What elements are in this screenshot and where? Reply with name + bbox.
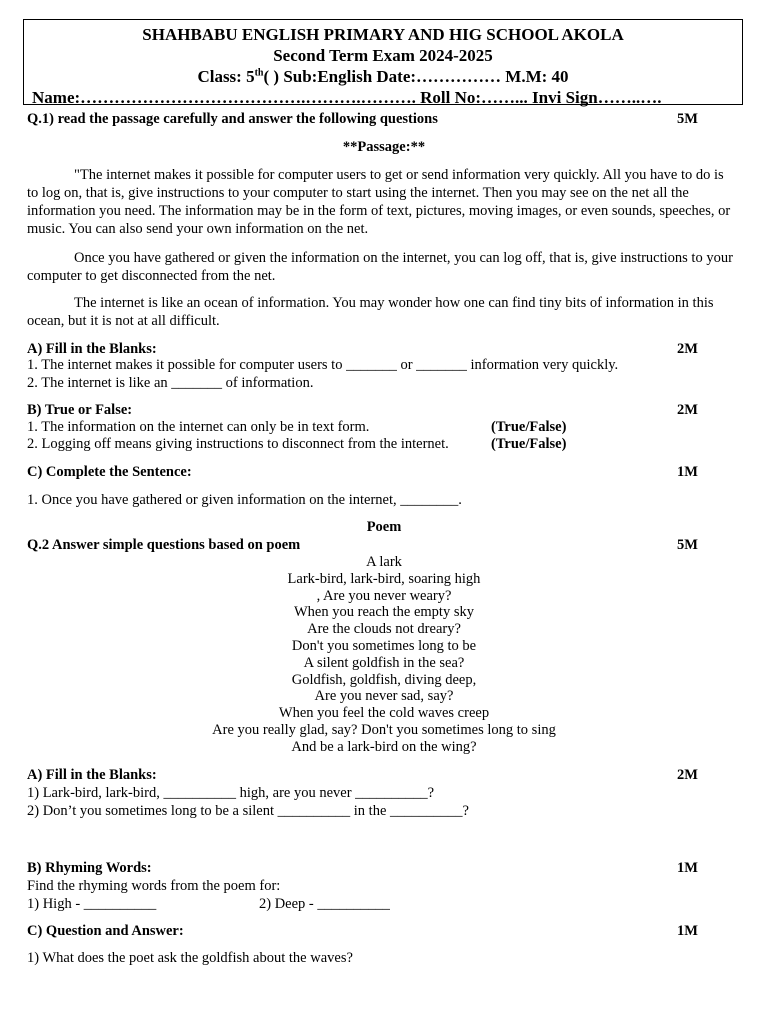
q2c-item-1: 1) What does the poet ask the goldfish about the waves?	[27, 950, 353, 966]
q1-marks: 5M	[677, 111, 698, 127]
poem-line: Are the clouds not dreary?	[307, 621, 461, 638]
q1a-item-1: 1. The internet makes it possible for computer users to _______ or _______ information very quickly.	[27, 357, 619, 373]
q1b-item-1-option: (True/False)	[491, 419, 567, 435]
q1a-title: A) Fill in the Blanks:	[27, 341, 157, 357]
q1c-item-1: 1. Once you have gathered or given information on the internet, ________.	[27, 492, 462, 508]
q1a-marks: 2M	[677, 341, 698, 357]
poem-line: A silent goldfish in the sea?	[303, 654, 465, 671]
q1c-title: C) Complete the Sentence:	[27, 464, 192, 480]
class-subject-line	[24, 66, 742, 87]
q1b-item-2: 2. Logging off means giving instructions to disconnect from the internet.	[27, 436, 449, 452]
school-name: SHAHBABU ENGLISH PRIMARY AND HIG SCHOOL AKOLA	[142, 25, 624, 44]
poem-line: Lark-bird, lark-bird, soaring high	[287, 570, 481, 587]
poem-line: Goldfish, goldfish, diving deep,	[291, 671, 477, 688]
passage-paragraph-1: "The internet makes it possible for computer users to get or send information very quickly. All you have to do is to log on, that is, give instructions to your computer to start using the internet. Then you may see on the net all the information you need. The information may be in the form of text, pictures, moving images, or even sounds, speeches, or music. You can also send your own information on the net.	[27, 167, 731, 237]
q2-title: Q.2 Answer simple questions based on poem	[27, 537, 301, 553]
passage-paragraph-2: Once you have gathered or given the information on the internet, you can log off, that is, give instructions to your computer to get disconnected from the net.	[27, 250, 733, 284]
class-prefix: Class: 5	[197, 67, 255, 86]
q1b-item-1: 1. The information on the internet can only be in text form.	[27, 419, 370, 435]
q1b-item-2-option: (True/False)	[491, 436, 567, 452]
q1c-marks: 1M	[677, 464, 698, 480]
exam-title: Second Term Exam 2024-2025	[273, 46, 493, 65]
q2a-item-2: 2) Don’t you sometimes long to be a silent __________ in the __________?	[27, 803, 469, 819]
poem-text	[184, 554, 584, 756]
passage-paragraph-3: The internet is like an ocean of information. You may wonder how one can find tiny bits of information in this ocean, but it is not at all difficult.	[27, 295, 714, 329]
poem-line: Are you really glad, say? Don't you sometimes long to sing	[212, 721, 556, 738]
q1-title: Q.1) read the passage carefully and answer the following questions	[27, 111, 438, 127]
q1a-item-2: 2. The internet is like an _______ of information.	[27, 375, 314, 391]
q1b-marks: 2M	[677, 402, 698, 418]
poem-line: A lark	[366, 554, 402, 570]
q2b-item-1: 1) High - __________	[27, 896, 157, 912]
q2a-marks: 2M	[677, 767, 698, 783]
student-name-line: Name:………………………………….……….………. Roll No:……... Invi Sign……..….	[32, 88, 662, 107]
poem-line: And be a lark-bird on the wing?	[291, 738, 477, 755]
poem-line: When you feel the cold waves creep	[278, 705, 490, 722]
exam-header	[23, 19, 743, 105]
q1b-title: B) True or False:	[27, 402, 133, 418]
q2a-item-1: 1) Lark-bird, lark-bird, __________ high, are you never __________?	[27, 785, 435, 801]
q2b-instruction: Find the rhyming words from the poem for:	[27, 878, 281, 894]
poem-line: , Are you never weary?	[316, 587, 452, 604]
poem-line: Are you never sad, say?	[314, 688, 454, 705]
poem-line: When you reach the empty sky	[294, 604, 474, 621]
q2b-marks: 1M	[677, 860, 698, 876]
q2c-marks: 1M	[677, 923, 698, 939]
q2-marks: 5M	[677, 537, 698, 553]
q2b-item-2: 2) Deep - __________	[259, 896, 390, 912]
poem-heading: Poem	[366, 519, 402, 535]
q2a-title: A) Fill in the Blanks:	[27, 767, 157, 783]
passage-heading: **Passage:**	[342, 139, 426, 155]
q2b-title: B) Rhyming Words:	[27, 860, 152, 876]
class-rest: ( ) Sub:English Date:…………… M.M: 40	[263, 67, 569, 86]
poem-line: Don't you sometimes long to be	[291, 637, 477, 654]
class-superscript: th	[254, 67, 264, 79]
q2c-title: C) Question and Answer:	[27, 923, 184, 939]
